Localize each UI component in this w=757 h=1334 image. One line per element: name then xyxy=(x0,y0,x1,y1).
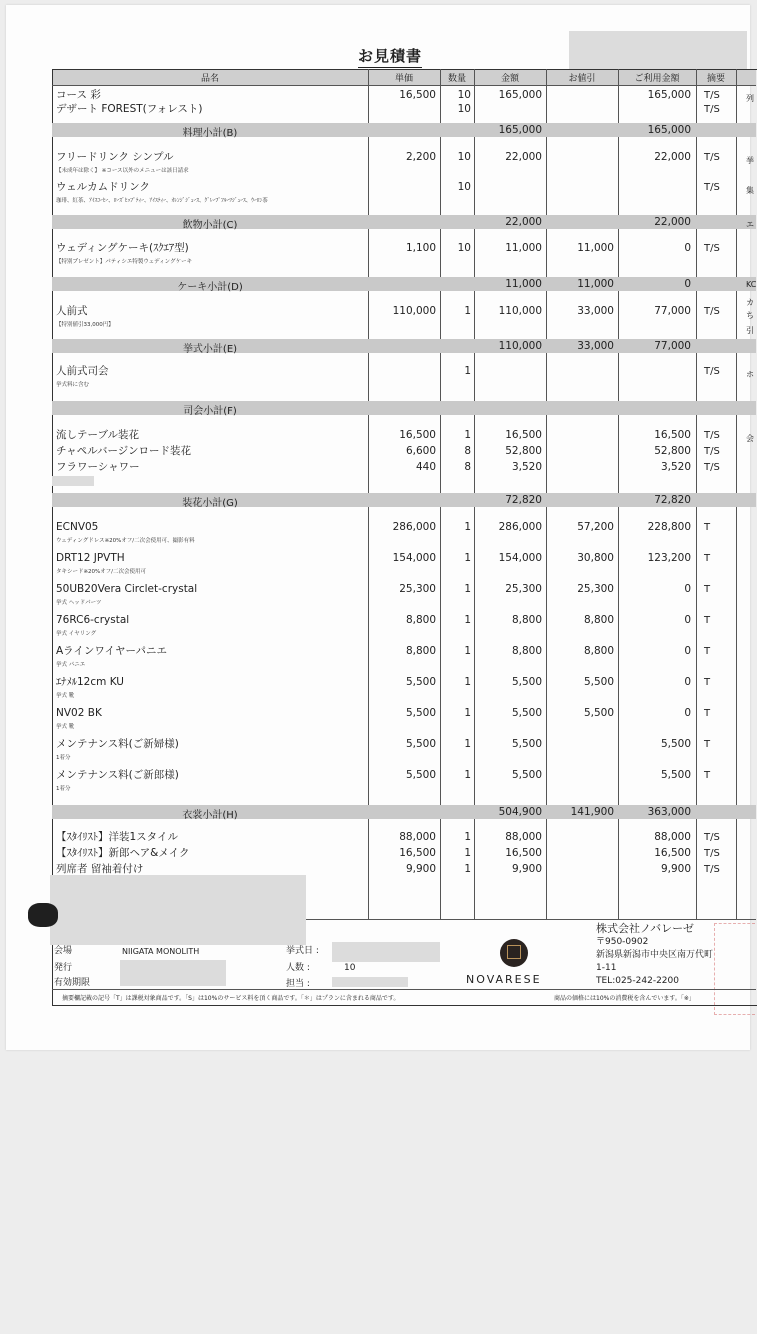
redacted-ink xyxy=(28,903,58,927)
item-use-amount: 16,500 xyxy=(654,429,691,441)
item-qty: 10 xyxy=(457,181,471,193)
subtotal-label: 料理小計(B) xyxy=(182,128,238,139)
item-qty: 1 xyxy=(464,583,471,595)
item-amount: 5,500 xyxy=(511,769,542,781)
item-use-amount: 16,500 xyxy=(654,847,691,859)
item-tax-code: T/S xyxy=(704,366,720,377)
redacted-block xyxy=(332,977,408,987)
item-tax-code: T/S xyxy=(704,182,720,193)
item-use-amount: 0 xyxy=(684,242,691,254)
header-name: 品名 xyxy=(200,74,219,84)
subtotal-amount: 22,000 xyxy=(505,216,542,228)
issue-label: 発行 xyxy=(54,963,73,973)
item-unit-price: 16,500 xyxy=(399,429,436,441)
item-tax-code: T xyxy=(704,646,711,657)
header-unit: 単価 xyxy=(394,74,413,84)
company-address-2: 1-11 xyxy=(596,963,617,973)
item-unit-price: 6,600 xyxy=(405,445,436,457)
subtotal-label: 司会小計(F) xyxy=(183,406,237,417)
item-tax-code: T xyxy=(704,677,711,688)
item-unit-price: 5,500 xyxy=(405,769,436,781)
item-name: デザート FOREST(フォレスト) xyxy=(56,103,203,115)
row-divider xyxy=(52,85,756,86)
item-tax-code: T/S xyxy=(704,446,720,457)
edge-fragment: 集 xyxy=(746,186,754,195)
document-title: お見積書 xyxy=(358,45,422,68)
edge-fragment: KC xyxy=(746,280,757,289)
item-qty: 1 xyxy=(464,365,471,377)
item-name: ウェディングケーキ(ｽｸｴｱ型) xyxy=(56,242,189,254)
subtotal-discount: 33,000 xyxy=(577,340,614,352)
redacted-block xyxy=(52,476,94,486)
item-amount: 25,300 xyxy=(505,583,542,595)
subtotal-amount: 504,900 xyxy=(498,806,542,818)
subtotal-label: ケーキ小計(D) xyxy=(177,282,243,293)
item-name: 流しテーブル装花 xyxy=(56,429,140,441)
item-qty: 10 xyxy=(457,242,471,254)
item-discount: 5,500 xyxy=(583,676,614,688)
subtotal-amount: 110,000 xyxy=(498,340,542,352)
item-amount: 5,500 xyxy=(511,676,542,688)
item-qty: 1 xyxy=(464,429,471,441)
item-name: フラワーシャワー xyxy=(56,461,140,473)
company-address: 新潟県新潟市中央区南万代町 xyxy=(596,950,714,960)
redacted-block xyxy=(569,31,747,69)
item-note: 1着分 xyxy=(56,786,71,792)
item-tax-code: T/S xyxy=(704,306,720,317)
item-qty: 10 xyxy=(457,89,471,101)
item-amount: 8,800 xyxy=(511,645,542,657)
item-name: ECNV05 xyxy=(56,521,99,533)
item-unit-price: 2,200 xyxy=(405,151,436,163)
item-qty: 10 xyxy=(457,103,471,115)
item-tax-code: T/S xyxy=(704,152,720,163)
item-tax-code: T xyxy=(704,553,711,564)
item-use-amount: 5,500 xyxy=(660,738,691,750)
edge-fragment: カ xyxy=(746,298,754,307)
subtotal-label: 衣裳小計(H) xyxy=(182,810,238,821)
item-amount: 22,000 xyxy=(505,151,542,163)
item-discount: 5,500 xyxy=(583,707,614,719)
subtotal-use: 363,000 xyxy=(647,806,691,818)
item-name: 人前式司会 xyxy=(56,365,109,377)
item-tax-code: T xyxy=(704,739,711,750)
item-use-amount: 77,000 xyxy=(654,305,691,317)
subtotal-label: 装花小計(G) xyxy=(182,498,238,509)
date-label: 挙式日 : xyxy=(286,946,319,956)
item-note: 【未成年は除く】 ※コース以外のメニューは該日請求 xyxy=(56,168,189,174)
subtotal-use: 0 xyxy=(684,278,691,290)
subtotal-use: 77,000 xyxy=(654,340,691,352)
company-seal xyxy=(714,923,755,1015)
item-qty: 1 xyxy=(464,707,471,719)
item-name: ｴﾅﾒﾙ12cm KU xyxy=(56,676,124,688)
header-amount: 金額 xyxy=(500,74,519,84)
item-amount: 16,500 xyxy=(505,429,542,441)
row-divider xyxy=(52,989,756,990)
redacted-block xyxy=(332,942,440,962)
item-use-amount: 52,800 xyxy=(654,445,691,457)
item-note: 挙式 ヘッドパーツ xyxy=(56,600,102,606)
item-qty: 1 xyxy=(464,521,471,533)
item-unit-price: 5,500 xyxy=(405,738,436,750)
item-note: 挙式 パニエ xyxy=(56,662,86,668)
item-name: メンテナンス料(ご新婦様) xyxy=(56,738,179,750)
edge-fragment: ホ xyxy=(746,370,754,379)
subtotal-use: 72,820 xyxy=(654,494,691,506)
item-tax-code: T xyxy=(704,522,711,533)
item-qty: 10 xyxy=(457,151,471,163)
item-discount: 57,200 xyxy=(577,521,614,533)
item-tax-code: T/S xyxy=(704,104,720,115)
item-name: 列席者 留袖着付け xyxy=(56,863,144,875)
item-name: 50UB20Vera Circlet-crystal xyxy=(56,583,198,595)
header-tax: 摘要 xyxy=(706,74,725,84)
item-qty: 1 xyxy=(464,676,471,688)
item-note: 【特別プレゼント】パティシエ特製ウェディングケーキ xyxy=(56,259,193,265)
item-name: Aラインワイヤーパニエ xyxy=(56,645,168,657)
item-qty: 1 xyxy=(464,305,471,317)
company-zip: 〒950-0902 xyxy=(596,937,649,947)
item-amount: 3,520 xyxy=(511,461,542,473)
item-discount: 30,800 xyxy=(577,552,614,564)
item-tax-code: T/S xyxy=(704,848,720,859)
item-name: メンテナンス料(ご新郎様) xyxy=(56,769,179,781)
item-name: NV02 BK xyxy=(56,707,102,719)
item-tax-code: T xyxy=(704,708,711,719)
item-name: DRT12 JPVTH xyxy=(56,552,125,564)
item-qty: 1 xyxy=(464,863,471,875)
item-note: 1着分 xyxy=(56,755,71,761)
item-name: 【ｽﾀｲﾘｽﾄ】新郎ヘア&メイク xyxy=(56,847,190,859)
item-amount: 154,000 xyxy=(498,552,542,564)
people-value: 10 xyxy=(344,963,356,973)
edge-fragment: 引 xyxy=(746,326,754,335)
item-use-amount: 165,000 xyxy=(647,89,691,101)
item-amount: 52,800 xyxy=(505,445,542,457)
item-unit-price: 8,800 xyxy=(405,645,436,657)
item-unit-price: 110,000 xyxy=(392,305,436,317)
people-label: 人数 : xyxy=(286,963,310,973)
item-name: 76RC6-crystal xyxy=(56,614,130,626)
company-name: 株式会社ノバレーゼ xyxy=(596,922,694,935)
item-unit-price: 286,000 xyxy=(392,521,436,533)
item-amount: 8,800 xyxy=(511,614,542,626)
item-note: 挙式 靴 xyxy=(56,724,75,730)
item-unit-price: 5,500 xyxy=(405,676,436,688)
venue-label: 会場 xyxy=(54,946,73,956)
item-amount: 5,500 xyxy=(511,707,542,719)
item-discount: 8,800 xyxy=(583,645,614,657)
edge-fragment: エ xyxy=(746,220,754,229)
item-unit-price: 440 xyxy=(415,461,436,473)
item-unit-price: 8,800 xyxy=(405,614,436,626)
subtotal-discount: 11,000 xyxy=(577,278,614,290)
item-unit-price: 5,500 xyxy=(405,707,436,719)
footer-note-right: 商品の価格には10%の消費税を含んでいます。「※」 xyxy=(554,995,695,1002)
item-tax-code: T/S xyxy=(704,462,720,473)
item-qty: 8 xyxy=(464,461,471,473)
item-name: コース 彩 xyxy=(56,89,101,101)
item-use-amount: 0 xyxy=(684,707,691,719)
item-amount: 88,000 xyxy=(505,831,542,843)
item-use-amount: 123,200 xyxy=(647,552,691,564)
subtotal-use: 22,000 xyxy=(654,216,691,228)
item-amount: 110,000 xyxy=(498,305,542,317)
item-unit-price: 16,500 xyxy=(399,847,436,859)
item-use-amount: 0 xyxy=(684,645,691,657)
edge-fragment: 挙 xyxy=(746,156,754,165)
item-note: 挙式 イヤリング xyxy=(56,631,97,637)
item-qty: 1 xyxy=(464,769,471,781)
item-name: 【ｽﾀｲﾘｽﾄ】洋装1スタイル xyxy=(56,831,178,843)
item-unit-price: 25,300 xyxy=(399,583,436,595)
item-use-amount: 5,500 xyxy=(660,769,691,781)
edge-fragment: 会 xyxy=(746,434,754,443)
redacted-block xyxy=(50,875,306,945)
item-use-amount: 0 xyxy=(684,614,691,626)
expiry-label: 有効期限 xyxy=(54,978,91,988)
item-qty: 1 xyxy=(464,738,471,750)
item-qty: 8 xyxy=(464,445,471,457)
item-unit-price: 16,500 xyxy=(399,89,436,101)
item-use-amount: 228,800 xyxy=(647,521,691,533)
item-qty: 1 xyxy=(464,614,471,626)
item-amount: 165,000 xyxy=(498,89,542,101)
item-amount: 286,000 xyxy=(498,521,542,533)
item-tax-code: T/S xyxy=(704,864,720,875)
item-discount: 25,300 xyxy=(577,583,614,595)
item-tax-code: T xyxy=(704,770,711,781)
item-use-amount: 88,000 xyxy=(654,831,691,843)
venue-value: NIIGATA MONOLITH xyxy=(122,947,200,956)
item-discount: 8,800 xyxy=(583,614,614,626)
subtotal-discount: 141,900 xyxy=(570,806,614,818)
header-qty: 数量 xyxy=(447,74,466,84)
item-name: チャペルバージンロード装花 xyxy=(56,445,191,457)
item-tax-code: T/S xyxy=(704,430,720,441)
edge-fragment: ち xyxy=(746,311,754,320)
item-note: 【特別値引33,000円】 xyxy=(56,322,114,328)
item-note: 珈琲、紅茶、ｱｲｽｺｰﾋｰ、ﾛｰｽﾞﾋｯﾌﾟﾃｨｰ、ｱｲｽﾃｨｰ、ｵﾚﾝｼﾞｼﾞｭｰｽ、ｸﾞﾚｰﾌﾟﾌﾙｰﾂｼﾞｭｰｽ、ｳｰﾛﾝ茶 xyxy=(56,198,268,204)
item-name: フリードリンク シンプル xyxy=(56,151,174,163)
header-discount: お値引 xyxy=(568,74,596,84)
staff-label: 担当 : xyxy=(286,979,310,989)
item-use-amount: 9,900 xyxy=(660,863,691,875)
item-use-amount: 0 xyxy=(684,676,691,688)
estimate-sheet xyxy=(6,5,757,1050)
item-note: タキシード※20%オフ/二次会使用可 xyxy=(56,569,146,575)
subtotal-use: 165,000 xyxy=(647,124,691,136)
item-discount: 11,000 xyxy=(577,242,614,254)
item-qty: 1 xyxy=(464,645,471,657)
item-use-amount: 3,520 xyxy=(660,461,691,473)
subtotal-amount: 11,000 xyxy=(505,278,542,290)
item-tax-code: T/S xyxy=(704,832,720,843)
company-tel: TEL:025-242-2200 xyxy=(596,976,679,986)
item-note: 挙式 靴 xyxy=(56,693,75,699)
item-qty: 1 xyxy=(464,831,471,843)
item-amount: 5,500 xyxy=(511,738,542,750)
item-unit-price: 1,100 xyxy=(405,242,436,254)
subtotal-amount: 72,820 xyxy=(505,494,542,506)
item-name: ウェルカムドリンク xyxy=(56,181,150,193)
item-tax-code: T xyxy=(704,584,711,595)
item-tax-code: T/S xyxy=(704,90,720,101)
item-amount: 16,500 xyxy=(505,847,542,859)
item-note: ウェディングドレス※20%オフ/二次会使用可、撮影有料 xyxy=(56,538,195,544)
item-qty: 1 xyxy=(464,847,471,859)
subtotal-amount: 165,000 xyxy=(498,124,542,136)
item-name: 人前式 xyxy=(56,305,88,317)
item-qty: 1 xyxy=(464,552,471,564)
item-discount: 33,000 xyxy=(577,305,614,317)
subtotal-label: 飲物小計(C) xyxy=(182,220,238,231)
item-tax-code: T xyxy=(704,615,711,626)
item-tax-code: T/S xyxy=(704,243,720,254)
item-amount: 9,900 xyxy=(511,863,542,875)
header-use: ご利用金額 xyxy=(634,74,680,84)
footer-note-left: 摘要欄記載の記号「T」は課税対象商品です。「S」は10%のサービス料を頂く商品です。「＊」はプランに含まれる商品です。 xyxy=(62,995,400,1002)
redacted-block xyxy=(120,960,226,986)
item-use-amount: 22,000 xyxy=(654,151,691,163)
item-unit-price: 88,000 xyxy=(399,831,436,843)
subtotal-label: 挙式小計(E) xyxy=(182,344,238,355)
item-note: 挙式料に含む xyxy=(56,382,90,388)
item-unit-price: 154,000 xyxy=(392,552,436,564)
item-amount: 11,000 xyxy=(505,242,542,254)
brand-name: NOVARESE xyxy=(466,973,542,986)
item-unit-price: 9,900 xyxy=(405,863,436,875)
edge-fragment: 列 xyxy=(746,94,754,103)
item-use-amount: 0 xyxy=(684,583,691,595)
novarese-logo-icon xyxy=(500,939,528,967)
